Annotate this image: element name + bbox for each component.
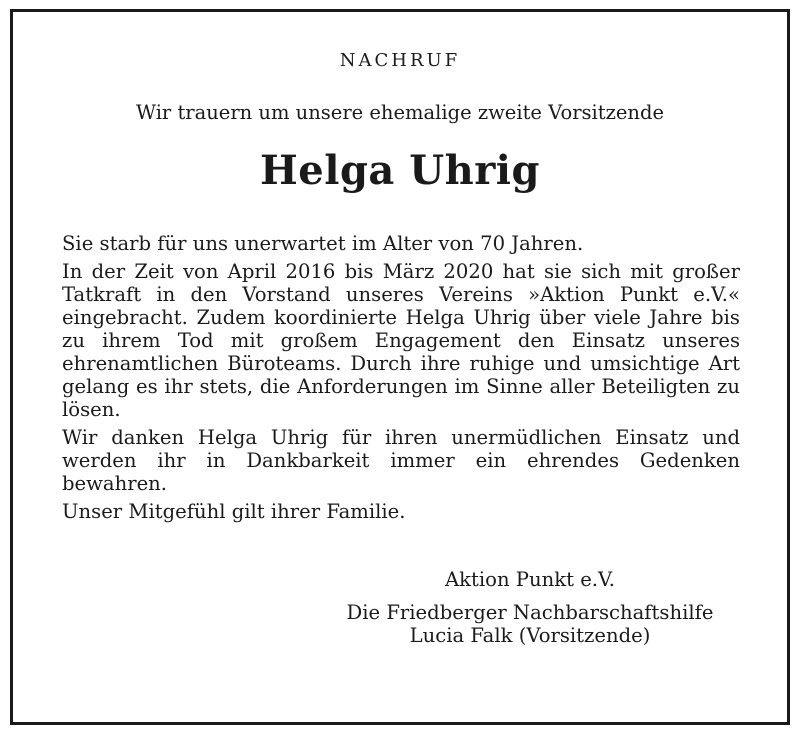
signature-block — [300, 568, 760, 647]
paragraph-biography: In der Zeit von April 2016 bis März 2020 hat sie sich mit großer Tatkraft in den Vorstand unseres Vereins »Aktion Punkt e.V.« eingebracht. Zudem koordinierte Helga Uhrig über viele Jahre bis zu ihrem Tod mit großem Engagement den Einsatz unseres ehrenamtlichen Büroteams. Durch ihre ruhige und umsichtige Art gelang es ihr stets, die Anforderungen im Sinne aller Beteiligten zu lösen. — [62, 260, 740, 421]
signature-subtitle: Die Friedberger Nachbarschaftshilfe — [346, 601, 714, 624]
deceased-name: Helga Uhrig — [260, 147, 540, 194]
notice-body — [62, 232, 740, 528]
paragraph-thanks: Wir danken Helga Uhrig für ihren unermüdlichen Einsatz und werden ihr in Dankbarkeit immer ein ehrendes Gedenken bewahren. — [62, 426, 740, 495]
signature-person: Lucia Falk (Vorsitzende) — [409, 624, 651, 647]
notice-intro: Wir trauern um unsere ehemalige zweite Vorsitzende — [136, 101, 664, 124]
signature-organization: Aktion Punkt e.V. — [445, 568, 615, 591]
paragraph-condolence: Unser Mitgefühl gilt ihrer Familie. — [62, 500, 406, 523]
paragraph-age: Sie starb für uns unerwartet im Alter von 70 Jahren. — [62, 232, 584, 255]
notice-heading: NACHRUF — [339, 50, 461, 71]
